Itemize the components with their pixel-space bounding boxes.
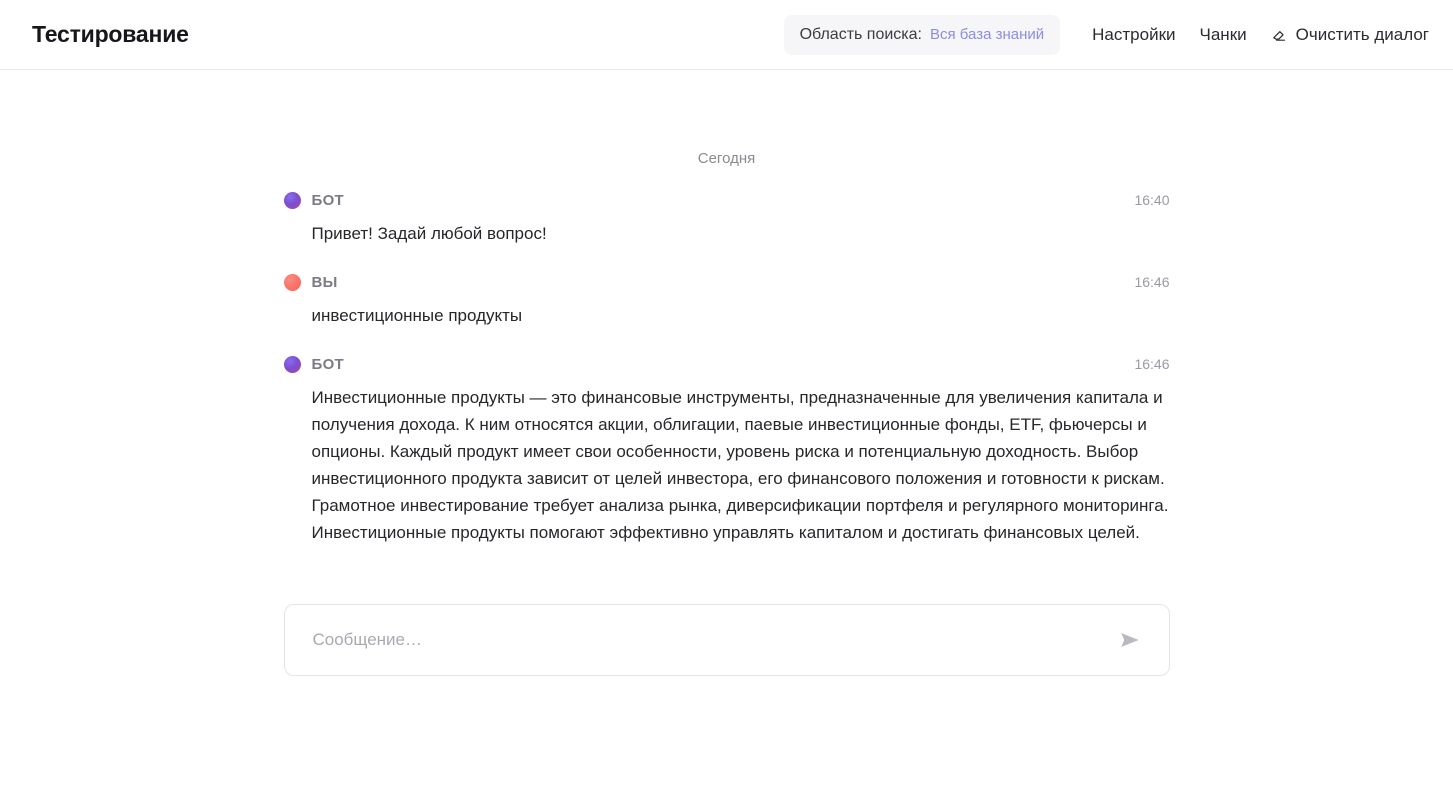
message-header bbox=[284, 189, 1170, 211]
app-header bbox=[0, 0, 1453, 70]
avatar bbox=[284, 356, 301, 373]
search-scope-selector[interactable] bbox=[784, 15, 1061, 55]
clear-dialog-button[interactable] bbox=[1259, 17, 1429, 53]
message-time: 16:46 bbox=[1134, 274, 1170, 290]
message-header bbox=[284, 353, 1170, 375]
message-text: Привет! Задай любой вопрос! bbox=[311, 224, 547, 243]
message-text: инвестиционные продукты bbox=[311, 306, 523, 325]
chat-message bbox=[284, 189, 1170, 247]
search-scope-label: Область поиска: bbox=[799, 25, 922, 43]
clear-dialog-label: Очистить диалог bbox=[1295, 24, 1429, 44]
message-sender: ВЫ bbox=[311, 273, 338, 291]
chat-column bbox=[284, 70, 1174, 676]
chat-area bbox=[0, 70, 1453, 802]
message-header bbox=[284, 271, 1170, 293]
message-time: 16:40 bbox=[1134, 192, 1170, 208]
avatar bbox=[284, 274, 301, 291]
send-button[interactable] bbox=[1113, 625, 1147, 655]
message-input[interactable] bbox=[311, 629, 1113, 651]
message-text: Инвестиционные продукты — это финансовые инструменты, предназначенные для увеличения капитала и получения дохода. К ним относятся акции, облигации, паевые инвестиционные фонды, ETF, фьючерсы и опционы. Каждый продукт имеет свои особенности, уровень риска и потенциальную доходность. Выбор инвестиционного продукта зависит от целей инвестора, его финансового положения и готовности к рискам. Грамотное инвестирование требует анализа рынка, диверсификации портфеля и регулярного мониторинга. Инвестиционные продукты помогают эффективно управлять капиталом и достигать финансовых целей. bbox=[311, 388, 1174, 542]
search-scope-value[interactable]: Вся база знаний bbox=[930, 25, 1045, 43]
message-sender: БОТ bbox=[311, 355, 345, 373]
chat-message bbox=[284, 353, 1174, 546]
settings-link[interactable]: Настройки bbox=[1092, 24, 1176, 44]
eraser-icon bbox=[1271, 26, 1288, 43]
message-sender: БОТ bbox=[311, 191, 345, 209]
message-time: 16:46 bbox=[1134, 356, 1170, 372]
page-title: Тестирование bbox=[32, 21, 189, 47]
chat-message bbox=[284, 271, 1170, 329]
send-icon bbox=[1117, 639, 1143, 654]
day-divider: Сегодня bbox=[697, 150, 756, 167]
avatar bbox=[284, 192, 301, 209]
chunks-link[interactable]: Чанки bbox=[1199, 24, 1247, 44]
message-composer[interactable] bbox=[284, 604, 1170, 676]
header-actions bbox=[784, 15, 1429, 55]
